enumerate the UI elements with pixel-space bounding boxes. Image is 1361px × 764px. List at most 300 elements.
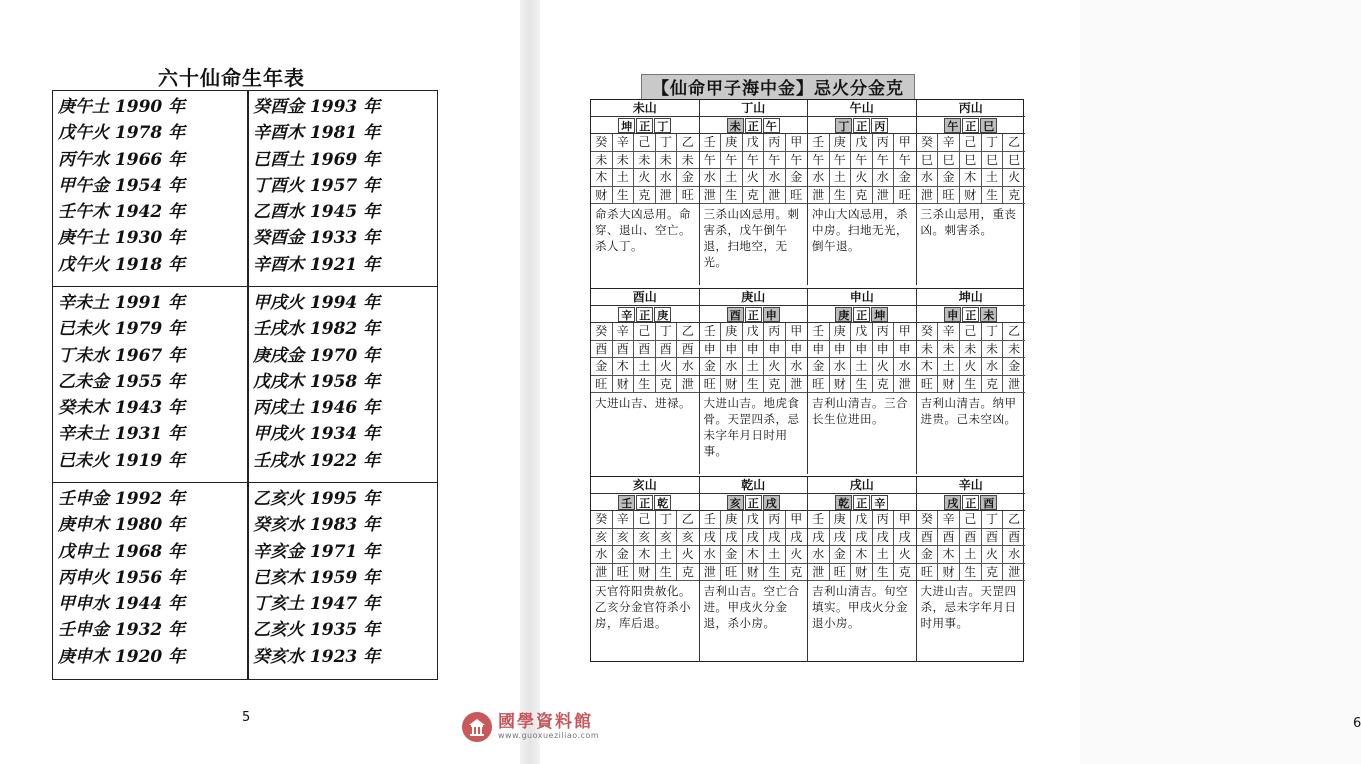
mountain-block <box>808 477 917 662</box>
stems-cell: 丁 <box>982 511 1004 529</box>
elements-cell: 金 <box>830 546 852 564</box>
page-number-left: 5 <box>242 710 251 725</box>
year-entry: 壬戌水 1982 年 <box>253 319 381 340</box>
trigram-row <box>700 306 808 323</box>
year-entry: 乙未金 1955 年 <box>58 371 186 392</box>
elements-cell: 水 <box>677 358 699 376</box>
relations-cell: 旺 <box>808 376 830 394</box>
stems-cell: 戊 <box>851 323 873 341</box>
stems-cell: 庚 <box>830 511 852 529</box>
year-entry: 戊午火 1918 年 <box>58 254 186 275</box>
mountain-block <box>591 477 700 662</box>
trigram-cell: 正 <box>636 307 653 322</box>
trigram-cell: 戌 <box>944 495 961 510</box>
branches-cell: 午 <box>894 152 916 170</box>
elements-cell: 金 <box>786 169 808 187</box>
relations-cell: 泄 <box>700 564 722 582</box>
stems-cell: 庚 <box>830 323 852 341</box>
branches-cell: 酉 <box>960 529 982 547</box>
mountain-note: 三杀山忌用，重丧凶。刺害杀。 <box>920 207 1017 237</box>
year-entry: 戊午火 1978 年 <box>58 123 186 144</box>
branches-cell: 午 <box>808 152 830 170</box>
elements-cell: 土 <box>938 358 960 376</box>
elements-cell: 金 <box>677 169 699 187</box>
branches-cell: 酉 <box>677 341 699 359</box>
mountain-name: 申山 <box>808 289 916 306</box>
mountain-block <box>917 477 1026 662</box>
stems-cell: 己 <box>634 134 656 152</box>
trigram-cell: 正 <box>745 118 762 133</box>
stems-cell: 乙 <box>1003 323 1025 341</box>
relations-cell: 旺 <box>917 376 939 394</box>
branches-cell: 申 <box>764 341 786 359</box>
direction-section-2 <box>591 288 1023 474</box>
year-entry: 已酉土 1969 年 <box>253 149 381 170</box>
relations-cell: 财 <box>830 376 852 394</box>
trigram-cell: 正 <box>636 495 653 510</box>
year-entry: 癸亥水 1923 年 <box>253 646 381 667</box>
branches-cell: 午 <box>851 152 873 170</box>
stems-cell: 庚 <box>830 134 852 152</box>
stems-cell: 壬 <box>700 323 722 341</box>
relations-cell: 泄 <box>1003 564 1025 582</box>
relations-cell: 财 <box>938 376 960 394</box>
mountain-name: 乾山 <box>700 477 808 494</box>
trigram-cell: 正 <box>962 495 979 510</box>
stems-cell: 庚 <box>721 323 743 341</box>
branches-cell: 未 <box>917 341 939 359</box>
year-column-right <box>253 290 443 474</box>
trigram-cell: 丁 <box>835 118 852 133</box>
relations-cell: 克 <box>677 564 699 582</box>
year-entry: 辛亥金 1971 年 <box>253 541 381 562</box>
branches-cell: 戌 <box>764 529 786 547</box>
branches-cell: 酉 <box>982 529 1004 547</box>
year-column-left <box>58 290 248 474</box>
branches-cell: 戌 <box>700 529 722 547</box>
elements-cell: 水 <box>808 546 830 564</box>
trigram-cell: 辛 <box>618 307 635 322</box>
mountain-note: 三杀山凶忌用。刺害杀，戊午倒午退，扫地空，无光。 <box>703 207 800 269</box>
branches-cell: 未 <box>960 341 982 359</box>
mountain-block <box>808 289 917 474</box>
year-entry: 庚申木 1920 年 <box>58 646 186 667</box>
elements-cell: 金 <box>894 169 916 187</box>
mountain-note: 吉利山清吉。三合长生位进田。 <box>812 396 908 426</box>
stems-cell: 丙 <box>873 323 895 341</box>
stems-cell: 己 <box>634 511 656 529</box>
branches-cell: 申 <box>721 341 743 359</box>
branches-cell: 酉 <box>591 341 613 359</box>
relations-cell: 旺 <box>830 564 852 582</box>
branches-cell: 戌 <box>721 529 743 547</box>
stems-cell: 乙 <box>677 511 699 529</box>
elements-cell: 土 <box>982 169 1004 187</box>
elements-cell: 水 <box>917 169 939 187</box>
trigram-cell: 正 <box>962 118 979 133</box>
trigram-row <box>917 494 1026 511</box>
elements-cell: 水 <box>873 169 895 187</box>
year-entry: 甲戌火 1934 年 <box>253 424 381 445</box>
trigram-cell: 未 <box>980 307 997 322</box>
elements-cell: 木 <box>960 169 982 187</box>
elements-cell: 火 <box>743 169 765 187</box>
elements-cell: 木 <box>917 358 939 376</box>
year-entry: 癸亥水 1983 年 <box>253 515 381 536</box>
stems-cell: 丙 <box>873 511 895 529</box>
stems-cell: 辛 <box>938 323 960 341</box>
year-column-right <box>253 94 443 278</box>
stems-cell: 甲 <box>894 323 916 341</box>
stems-cell: 己 <box>960 323 982 341</box>
mountain-name: 丁山 <box>700 100 808 117</box>
stems-cell: 辛 <box>938 134 960 152</box>
trigram-row <box>808 117 916 134</box>
left-page <box>0 0 520 764</box>
elements-cell: 水 <box>721 358 743 376</box>
elements-cell: 金 <box>917 546 939 564</box>
elements-cell: 火 <box>656 358 678 376</box>
elements-cell: 水 <box>656 169 678 187</box>
elements-cell: 金 <box>591 358 613 376</box>
mountain-block <box>917 100 1026 285</box>
relations-cell: 克 <box>982 564 1004 582</box>
branches-cell: 戌 <box>786 529 808 547</box>
year-group-1 <box>53 91 437 287</box>
stems-cell: 己 <box>634 323 656 341</box>
relations-cell: 生 <box>743 376 765 394</box>
mountain-note: 大进山吉。地虎食骨。天罡四杀，忌未字年月日时用事。 <box>703 396 800 458</box>
elements-cell: 金 <box>613 546 635 564</box>
stems-cell: 癸 <box>917 323 939 341</box>
branches-cell: 巳 <box>1003 152 1025 170</box>
branches-cell: 未 <box>634 152 656 170</box>
direction-section-3 <box>591 476 1023 662</box>
mountain-note: 吉利山清吉。旬空填实。甲戌火分金退小房。 <box>812 584 908 630</box>
ganzhi-grid <box>700 323 808 393</box>
year-column-left <box>58 486 248 670</box>
elements-cell: 土 <box>873 546 895 564</box>
elements-cell: 木 <box>591 169 613 187</box>
stems-cell: 戊 <box>851 511 873 529</box>
branches-cell: 申 <box>743 341 765 359</box>
mountain-note: 命杀大凶忌用。命穿、退山、空亡。杀人丁。 <box>595 207 691 253</box>
relations-cell: 泄 <box>591 564 613 582</box>
relations-cell: 泄 <box>808 564 830 582</box>
relations-cell: 克 <box>786 564 808 582</box>
branches-cell: 亥 <box>613 529 635 547</box>
elements-cell: 水 <box>830 358 852 376</box>
ganzhi-grid <box>591 323 699 393</box>
elements-cell: 水 <box>1003 546 1025 564</box>
year-column-left <box>58 94 248 278</box>
relations-cell: 泄 <box>917 187 939 205</box>
branches-cell: 未 <box>656 152 678 170</box>
relations-cell: 财 <box>591 187 613 205</box>
stems-cell: 癸 <box>591 134 613 152</box>
relations-cell: 泄 <box>894 376 916 394</box>
ganzhi-grid <box>917 323 1026 393</box>
elements-cell: 水 <box>894 358 916 376</box>
stems-cell: 丁 <box>656 134 678 152</box>
ganzhi-grid <box>700 511 808 581</box>
trigram-cell: 正 <box>636 118 653 133</box>
year-entry: 辛酉木 1981 年 <box>253 123 381 144</box>
elements-cell: 土 <box>634 358 656 376</box>
relations-cell: 克 <box>982 376 1004 394</box>
trigram-cell: 亥 <box>727 495 744 510</box>
trigram-cell: 午 <box>763 118 780 133</box>
book-gutter <box>520 0 540 764</box>
relations-cell: 克 <box>873 376 895 394</box>
year-group-2 <box>53 287 437 483</box>
stems-cell: 壬 <box>808 511 830 529</box>
stems-cell: 乙 <box>677 134 699 152</box>
elements-cell: 水 <box>700 546 722 564</box>
elements-cell: 土 <box>613 169 635 187</box>
trigram-cell: 午 <box>944 118 961 133</box>
year-entry: 丙申火 1956 年 <box>58 567 186 588</box>
pavilion-seal-icon <box>462 712 492 742</box>
year-entry: 壬申金 1992 年 <box>58 489 186 509</box>
mountain-name: 未山 <box>591 100 699 117</box>
elements-cell: 木 <box>634 546 656 564</box>
year-entry: 壬戌水 1922 年 <box>253 450 381 471</box>
stems-cell: 辛 <box>613 323 635 341</box>
elements-cell: 金 <box>1003 358 1025 376</box>
relations-cell: 泄 <box>764 187 786 205</box>
trigram-cell: 申 <box>763 307 780 322</box>
elements-cell: 金 <box>721 546 743 564</box>
relations-cell: 旺 <box>677 187 699 205</box>
relations-cell: 财 <box>634 564 656 582</box>
mountain-direction-table <box>590 99 1024 662</box>
year-entry: 癸未木 1943 年 <box>58 398 186 419</box>
elements-cell: 土 <box>656 546 678 564</box>
elements-cell: 火 <box>634 169 656 187</box>
mountain-note: 大进山吉。天罡四杀，忌未字年月日时用事。 <box>920 584 1017 630</box>
stems-cell: 壬 <box>808 323 830 341</box>
stems-cell: 癸 <box>917 134 939 152</box>
elements-cell: 火 <box>764 358 786 376</box>
trigram-cell: 正 <box>745 307 762 322</box>
relations-cell: 克 <box>894 564 916 582</box>
stems-cell: 丁 <box>656 511 678 529</box>
stems-cell: 丙 <box>873 134 895 152</box>
relations-cell: 克 <box>1003 187 1025 205</box>
stems-cell: 甲 <box>786 511 808 529</box>
mountain-block <box>591 289 700 474</box>
year-group-3 <box>53 483 437 679</box>
relations-cell: 生 <box>656 564 678 582</box>
stems-cell: 戊 <box>851 134 873 152</box>
branches-cell: 戌 <box>743 529 765 547</box>
ganzhi-grid <box>917 134 1026 204</box>
relations-cell: 泄 <box>700 187 722 205</box>
branches-cell: 午 <box>786 152 808 170</box>
trigram-row <box>591 306 699 323</box>
relations-cell: 克 <box>656 376 678 394</box>
watermark-url: www.guoxueziliao.com <box>498 731 600 740</box>
mountain-block <box>700 100 809 285</box>
mountain-name: 戌山 <box>808 477 916 494</box>
trigram-row <box>591 117 699 134</box>
branches-cell: 未 <box>938 341 960 359</box>
year-entry: 甲午金 1954 年 <box>58 175 186 196</box>
stems-cell: 甲 <box>786 323 808 341</box>
relations-cell: 生 <box>960 564 982 582</box>
stems-cell: 甲 <box>786 134 808 152</box>
ganzhi-grid <box>808 511 916 581</box>
year-entry: 庚午土 1990 年 <box>58 97 186 117</box>
elements-cell: 木 <box>938 546 960 564</box>
mountain-name: 庚山 <box>700 289 808 306</box>
elements-cell: 木 <box>851 546 873 564</box>
ganzhi-grid <box>591 134 699 204</box>
relations-cell: 生 <box>721 187 743 205</box>
year-entry: 丁酉火 1957 年 <box>253 175 381 196</box>
elements-cell: 火 <box>1003 169 1025 187</box>
stems-cell: 辛 <box>613 134 635 152</box>
relations-cell: 旺 <box>613 564 635 582</box>
relations-cell: 生 <box>982 187 1004 205</box>
branches-cell: 申 <box>830 341 852 359</box>
year-entry: 戊申土 1968 年 <box>58 541 186 562</box>
relations-cell: 泄 <box>808 187 830 205</box>
branches-cell: 未 <box>591 152 613 170</box>
elements-cell: 木 <box>613 358 635 376</box>
year-entry: 已亥木 1959 年 <box>253 567 381 588</box>
mountain-block <box>591 100 700 285</box>
elements-cell: 水 <box>808 169 830 187</box>
year-entry: 丙午水 1966 年 <box>58 149 186 170</box>
relations-cell: 克 <box>764 376 786 394</box>
branches-cell: 午 <box>873 152 895 170</box>
stems-cell: 己 <box>960 134 982 152</box>
branches-cell: 亥 <box>656 529 678 547</box>
elements-cell: 火 <box>677 546 699 564</box>
relations-cell: 克 <box>851 187 873 205</box>
relations-cell: 泄 <box>786 376 808 394</box>
year-entry: 甲申水 1944 年 <box>58 594 186 615</box>
branches-cell: 未 <box>982 341 1004 359</box>
year-entry: 癸酉金 1933 年 <box>253 228 381 249</box>
right-page-title: 【仙命甲子海中金】忌火分金克 <box>641 74 915 102</box>
relations-cell: 泄 <box>873 187 895 205</box>
stems-cell: 壬 <box>808 134 830 152</box>
branches-cell: 午 <box>743 152 765 170</box>
branches-cell: 戌 <box>873 529 895 547</box>
mountain-note: 天官符阳贵赦化。乙亥分金官符杀小房，库后退。 <box>595 584 691 630</box>
relations-cell: 旺 <box>786 187 808 205</box>
elements-cell: 水 <box>786 358 808 376</box>
elements-cell: 火 <box>960 358 982 376</box>
elements-cell: 水 <box>591 546 613 564</box>
mountain-name: 坤山 <box>917 289 1026 306</box>
branches-cell: 申 <box>873 341 895 359</box>
mountain-block <box>808 100 917 285</box>
branches-cell: 酉 <box>634 341 656 359</box>
elements-cell: 火 <box>851 169 873 187</box>
relations-cell: 生 <box>851 376 873 394</box>
relations-cell: 财 <box>613 376 635 394</box>
relations-cell: 生 <box>764 564 786 582</box>
branches-cell: 申 <box>786 341 808 359</box>
stems-cell: 庚 <box>721 511 743 529</box>
trigram-cell: 坤 <box>618 118 635 133</box>
relations-cell: 泄 <box>1003 376 1025 394</box>
left-page-title: 六十仙命生年表 <box>158 66 305 90</box>
branches-cell: 午 <box>700 152 722 170</box>
year-entry: 乙亥火 1995 年 <box>253 489 381 509</box>
stems-cell: 丙 <box>764 323 786 341</box>
mountain-note: 吉利山吉。空亡合进。甲戌火分金退，杀小房。 <box>703 584 800 630</box>
year-entry: 已未火 1979 年 <box>58 319 186 340</box>
branches-cell: 亥 <box>591 529 613 547</box>
branches-cell: 亥 <box>677 529 699 547</box>
year-entry: 丙戌土 1946 年 <box>253 398 381 419</box>
elements-cell: 土 <box>764 546 786 564</box>
relations-cell: 克 <box>743 187 765 205</box>
elements-cell: 火 <box>873 358 895 376</box>
stems-cell: 乙 <box>677 323 699 341</box>
mountain-name: 亥山 <box>591 477 699 494</box>
relations-cell: 泄 <box>677 376 699 394</box>
ganzhi-grid <box>808 323 916 393</box>
trigram-cell: 正 <box>853 307 870 322</box>
year-entry: 庚申木 1980 年 <box>58 515 186 536</box>
trigram-cell: 辛 <box>871 495 888 510</box>
trigram-cell: 巳 <box>980 118 997 133</box>
relations-cell: 财 <box>721 376 743 394</box>
branches-cell: 申 <box>700 341 722 359</box>
branches-cell: 酉 <box>656 341 678 359</box>
stems-cell: 丁 <box>982 323 1004 341</box>
trigram-cell: 正 <box>853 495 870 510</box>
stems-cell: 癸 <box>917 511 939 529</box>
mountain-block <box>917 289 1026 474</box>
ganzhi-grid <box>917 511 1026 581</box>
mountain-name: 辛山 <box>917 477 1026 494</box>
relations-cell: 旺 <box>591 376 613 394</box>
stems-cell: 丁 <box>982 134 1004 152</box>
stems-cell: 丁 <box>656 323 678 341</box>
relations-cell: 旺 <box>938 187 960 205</box>
elements-cell: 水 <box>700 169 722 187</box>
watermark-logo <box>462 710 599 744</box>
stems-cell: 癸 <box>591 323 613 341</box>
stems-cell: 辛 <box>938 511 960 529</box>
branches-cell: 巳 <box>917 152 939 170</box>
mountain-note: 吉利山清吉。纳甲进贵。己未空凶。 <box>920 396 1017 426</box>
year-column-right <box>253 486 443 670</box>
branches-cell: 申 <box>808 341 830 359</box>
relations-cell: 生 <box>873 564 895 582</box>
relations-cell: 旺 <box>894 187 916 205</box>
trigram-cell: 正 <box>745 495 762 510</box>
trigram-cell: 乾 <box>835 495 852 510</box>
elements-cell: 火 <box>982 546 1004 564</box>
ganzhi-grid <box>591 511 699 581</box>
year-entry: 癸酉金 1993 年 <box>253 97 381 117</box>
year-entry: 甲戌火 1994 年 <box>253 293 381 313</box>
trigram-cell: 正 <box>962 307 979 322</box>
relations-cell: 财 <box>960 187 982 205</box>
branches-cell: 亥 <box>634 529 656 547</box>
elements-cell: 土 <box>830 169 852 187</box>
relations-cell: 生 <box>960 376 982 394</box>
stems-cell: 壬 <box>700 134 722 152</box>
